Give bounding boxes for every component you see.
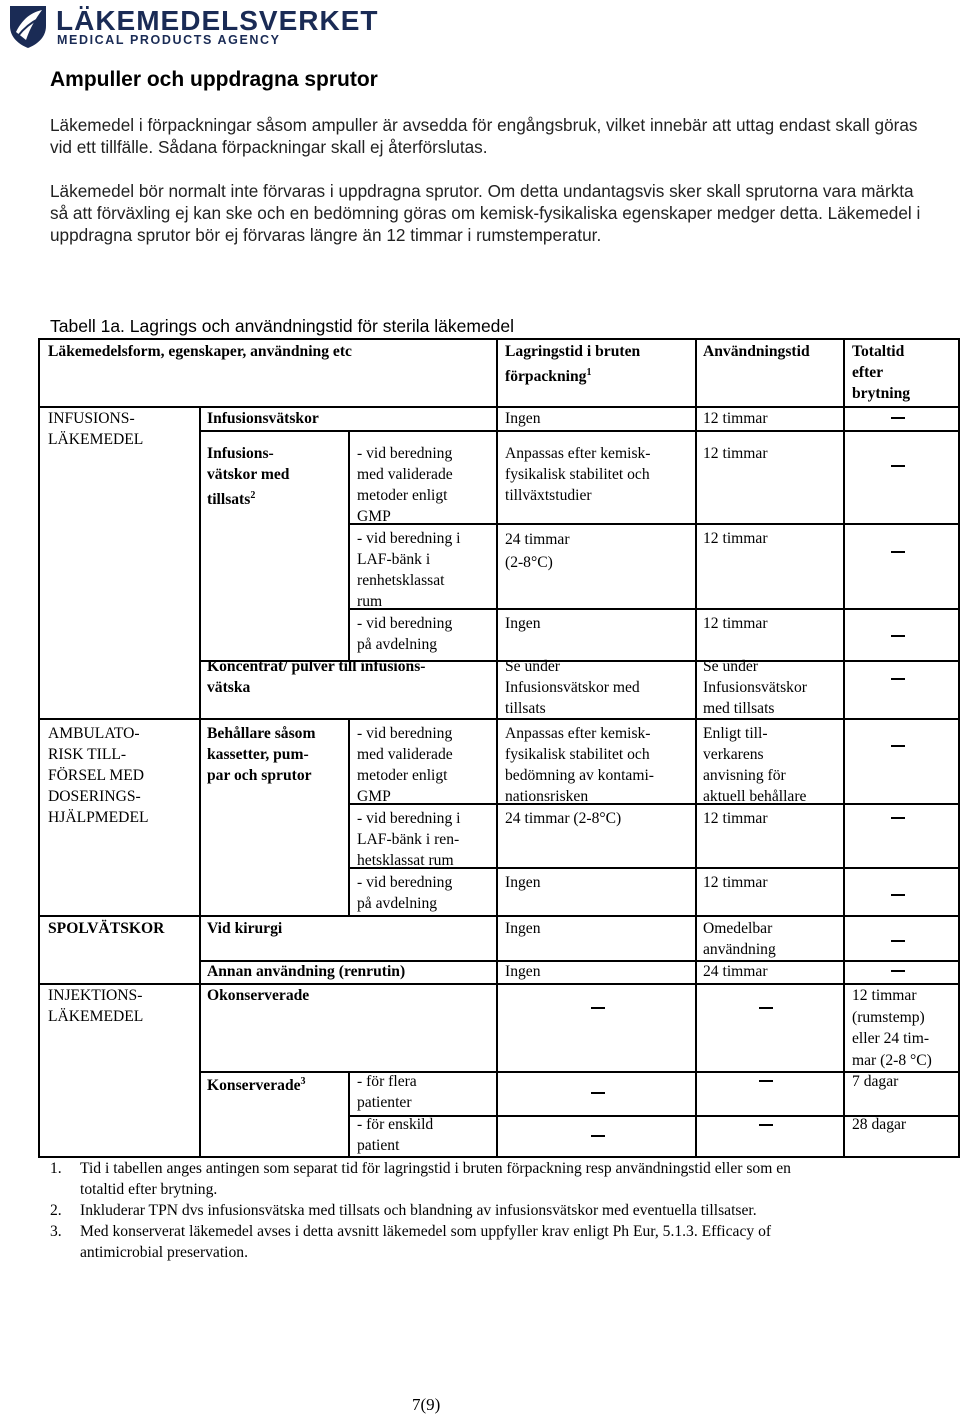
cell-use: 24 timmar [703, 963, 768, 980]
row-okonserverade: Okonserverade [207, 987, 310, 1004]
cell-use: 12 timmar [703, 874, 768, 891]
agency-name: LÄKEMEDELSVERKET [56, 5, 379, 36]
cond-validerade: - vid beredning med validerade metoder enligt GMP [357, 725, 453, 805]
cell-use: 12 timmar [703, 445, 768, 462]
dash-mark [591, 1092, 605, 1094]
cell-use: 12 timmar [703, 530, 768, 547]
dash-mark [759, 1080, 773, 1082]
cell-storage: Ingen [505, 615, 541, 632]
cell-storage: Anpassas efter kemisk- fysikalisk stabilitet och tillväxtstudier [505, 445, 651, 504]
page-number: 7(9) [412, 1395, 441, 1414]
dash-mark [891, 894, 905, 896]
cell-storage: 24 timmar (2-8°C) [505, 810, 622, 827]
row-koncentrat: Koncentrat/ pulver till infusions- vätska [207, 658, 426, 696]
group-irrigation: SPOLVÄTSKOR [48, 920, 165, 937]
row-kirurgi: Vid kirurgi [207, 920, 283, 937]
cell-use: Omedelbar användning [703, 920, 776, 958]
dash-mark [759, 1007, 773, 1009]
page-title: Ampuller och uppdragna sprutor [50, 68, 378, 91]
cond-laf: - vid beredning i LAF-bänk i renhetsklassat rum [357, 530, 461, 610]
header-total-time: Totaltid efter brytning [852, 343, 911, 402]
cond-validerade: - vid beredning med validerade metoder enligt GMP [357, 445, 453, 525]
footnote-number: 1. [50, 1160, 62, 1177]
storage-table [38, 338, 960, 1158]
row-konserverade [207, 1071, 306, 1096]
cell-use: Enligt till- verkarens anvisning för aktuell behållare [703, 725, 807, 805]
row-infusionsvatskor: Infusionsvätskor [207, 410, 319, 427]
dash-mark [591, 1135, 605, 1137]
cell-use: 12 timmar [703, 810, 768, 827]
row-konserverade-text: Konserverade [207, 1077, 301, 1095]
dash-mark [891, 817, 905, 819]
agency-emblem-icon [4, 2, 52, 50]
paragraph-syringes: Läkemedel bör normalt inte förvaras i uppdragna sprutor. Om detta undantagsvis sker skall sprutorna vara märkta så att förväxling ej kan ske och en bedömning göras om kemisk-fysikaliska egenskaper medger detta. Läkemedel i uppdragna sprutor bör ej förvaras längre än 12 timmar i rumstemperatur. [50, 181, 921, 245]
cond-avdelning: - vid beredning på avdelning [357, 874, 453, 912]
cell-storage: Se under Infusionsvätskor med tillsats [505, 658, 640, 717]
row-med-tillsats [207, 443, 289, 510]
cell-storage: Ingen [505, 874, 541, 891]
med-tillsats-footnote: 2 [250, 490, 256, 501]
header-form: Läkemedelsform, egenskaper, användning etc [48, 343, 352, 360]
cell-use: 12 timmar [703, 615, 768, 632]
cell-storage: Anpassas efter kemisk- fysikalisk stabilitet och bedömning av kontami- nationsrisken [505, 725, 654, 805]
agency-logo [0, 0, 379, 50]
cell-storage: Ingen [505, 963, 541, 980]
cell-storage: Ingen [505, 410, 541, 427]
cell-storage: 24 timmar (2-8°C) [505, 531, 570, 571]
footnote-text: Tid i tabellen anges antingen som separat tid för lagringstid i bruten förpackning resp användningstid eller som en totaltid efter brytning. [80, 1160, 791, 1198]
agency-subtitle: MEDICAL PRODUCTS AGENCY [57, 33, 281, 47]
header-storage-footnote: 1 [586, 367, 592, 378]
footnote-text: Med konserverat läkemedel avses i detta avsnitt läkemedel som uppfyller krav enligt Ph Eur, 5.1.3. Efficacy of antimicrobial preservation. [80, 1223, 772, 1261]
group-ambulatory: AMBULATO- RISK TILL- FÖRSEL MED DOSERINGS- HJÄLPMEDEL [48, 725, 149, 826]
dash-mark [891, 635, 905, 637]
cell-storage: Ingen [505, 920, 541, 937]
row-med-tillsats-text: Infusions- vätskor med tillsats [207, 445, 290, 509]
cell-total: 28 dagar [852, 1116, 907, 1133]
cond-avdelning: - vid beredning på avdelning [357, 615, 453, 653]
header-storage [505, 341, 640, 387]
konserverade-footnote: 3 [300, 1076, 306, 1087]
cell-use: Se under Infusionsvätskor med tillsats [703, 658, 807, 717]
dash-mark [891, 465, 905, 467]
dash-mark [891, 940, 905, 942]
header-storage-text: Lagringstid i bruten förpackning [505, 343, 641, 386]
dash-mark [891, 678, 905, 680]
dash-mark [891, 745, 905, 747]
row-behallare: Behållare såsom kassetter, pum- par och sprutor [207, 725, 316, 784]
cell-use: 12 timmar [703, 410, 768, 427]
cond-enskild: - för enskild patient [357, 1116, 434, 1154]
dash-mark [759, 1124, 773, 1126]
row-renrutin: Annan användning (renrutin) [207, 963, 406, 980]
dash-mark [591, 1007, 605, 1009]
cond-laf: - vid beredning i LAF-bänk i ren- hetsklassat rum [357, 810, 461, 869]
table-caption: Tabell 1a. Lagrings och användningstid för sterila läkemedel [50, 316, 515, 336]
footnote-number: 2. [50, 1202, 62, 1219]
dash-mark [891, 970, 905, 972]
group-injection: INJEKTIONS- LÄKEMEDEL [48, 987, 144, 1025]
cell-total: 12 timmar (rumstemp) eller 24 tim- mar (2-8 °C) [852, 987, 932, 1069]
footnote-text: Inkluderar TPN dvs infusionsvätska med tillsats och blandning av infusionsvätskor med eventuella tillsatser. [80, 1202, 757, 1219]
paragraph-ampoules: Läkemedel i förpackningar såsom ampuller är avsedda för engångsbruk, vilket innebär att uttag endast skall göras vid ett tillfälle. Sådana förpackningar skall ej återförslutas. [50, 115, 918, 157]
header-use-time: Användningstid [703, 343, 810, 360]
footnote-number: 3. [50, 1223, 62, 1240]
dash-mark [891, 551, 905, 553]
cond-flera: - för flera patienter [357, 1073, 417, 1111]
cell-total: 7 dagar [852, 1073, 899, 1090]
dash-mark [891, 417, 905, 419]
group-infusion: INFUSIONS- LÄKEMEDEL [48, 410, 144, 448]
